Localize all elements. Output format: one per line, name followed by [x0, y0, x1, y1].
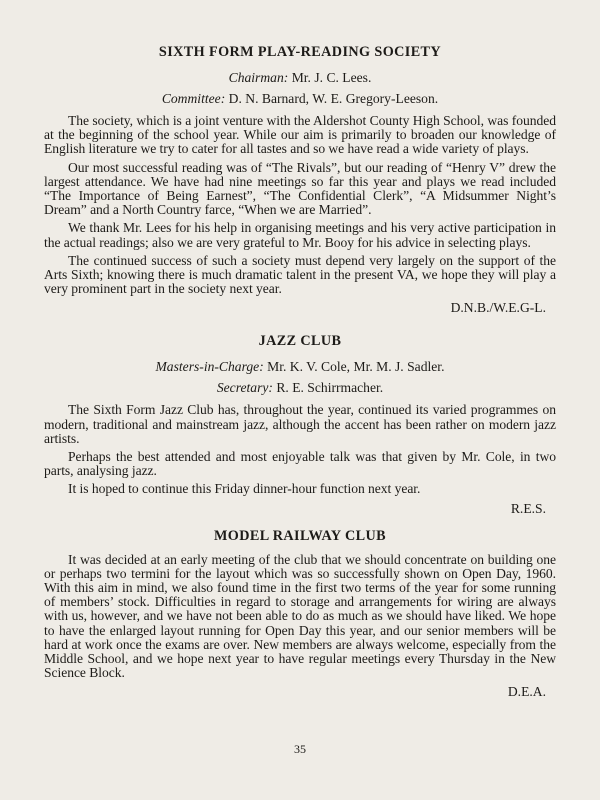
section-jazz-club	[44, 333, 556, 515]
paragraph: The Sixth Form Jazz Club has, throughout the year, continued its varied programmes on modern, traditional and mainstream jazz, although the accent has been rather on modern jazz artists.	[44, 402, 556, 446]
meta-role: Masters-in-Charge:	[155, 359, 264, 375]
meta-value: Mr. K. V. Cole, Mr. M. J. Sadler.	[263, 359, 445, 375]
section-play-reading-society	[44, 44, 556, 315]
signature: D.E.A.	[507, 684, 546, 700]
masters-in-charge-line	[44, 358, 556, 376]
paragraph: Our most successful reading was of “The Rivals”, but our reading of “Henry V” drew the largest attendance. We have had nine meetings so far this year and plays we read included “The Importance of Being Earnest”, “The Confidential Clerk”, “A Midsummer Night’s Dream” and a North Country farce, “When we are Married”.	[44, 159, 556, 218]
paragraph: The continued success of such a society must depend very largely on the support of the Arts Sixth; knowing there is much dramatic talent in the present VA, we hope they will play a very prominent part in the society next year.	[44, 252, 556, 297]
paragraph: The society, which is a joint venture with the Aldershot County High School, was founded at the beginning of the school year. While our aim is primarily to broaden our knowledge of English literature we try to cater for all tastes and so we have read a wide variety of plays.	[44, 113, 556, 157]
page-number: 35	[294, 742, 306, 756]
paragraph: We thank Mr. Lees for his help in organising meetings and his very active participation in the actual readings; also we are very grateful to Mr. Booy for his advice in selecting plays.	[44, 220, 556, 250]
meta-role: Secretary:	[216, 380, 273, 396]
meta-role: Chairman:	[228, 70, 289, 85]
chairman-line	[44, 69, 556, 87]
signature: R.E.S.	[510, 500, 546, 516]
section-title: JAZZ CLUB	[258, 333, 342, 350]
meta-role: Committee:	[161, 91, 226, 106]
meta-value: Mr. J. C. Lees.	[288, 70, 372, 85]
paragraph: It is hoped to continue this Friday dinner-hour function next year.	[68, 481, 421, 497]
committee-line	[44, 90, 556, 108]
secretary-line	[44, 379, 556, 397]
paragraph: Perhaps the best attended and most enjoyable talk was that given by Mr. Cole, in two parts, analysing jazz.	[44, 449, 556, 479]
meta-value: D. N. Barnard, W. E. Gregory-Leeson.	[225, 91, 439, 106]
meta-value: R. E. Schirrmacher.	[272, 380, 384, 396]
paragraph: It was decided at an early meeting of the club that we should concentrate on building one or perhaps two termini for the layout which was so successfully shown on Open Day, 1960. With this aim in mind, we also found time in the first two terms of the year for some running of members’ stock. Difficulties in regard to storage and arrangements for wiring are always with us, however, and we have not been able to do as much as we should have liked. We hope to have the enlarged layout running for Open Day this year, and our senior members will be hard at work once the exams are over. New members are always welcome, especially from the Middle School, and we hope next year to have regular meetings every Thursday in the New Science Block.	[44, 551, 556, 681]
signature: D.N.B./W.E.G-L.	[450, 300, 546, 316]
section-title: MODEL RAILWAY CLUB	[214, 527, 386, 544]
section-title: SIXTH FORM PLAY-READING SOCIETY	[158, 44, 442, 60]
section-model-railway-club	[44, 528, 556, 700]
